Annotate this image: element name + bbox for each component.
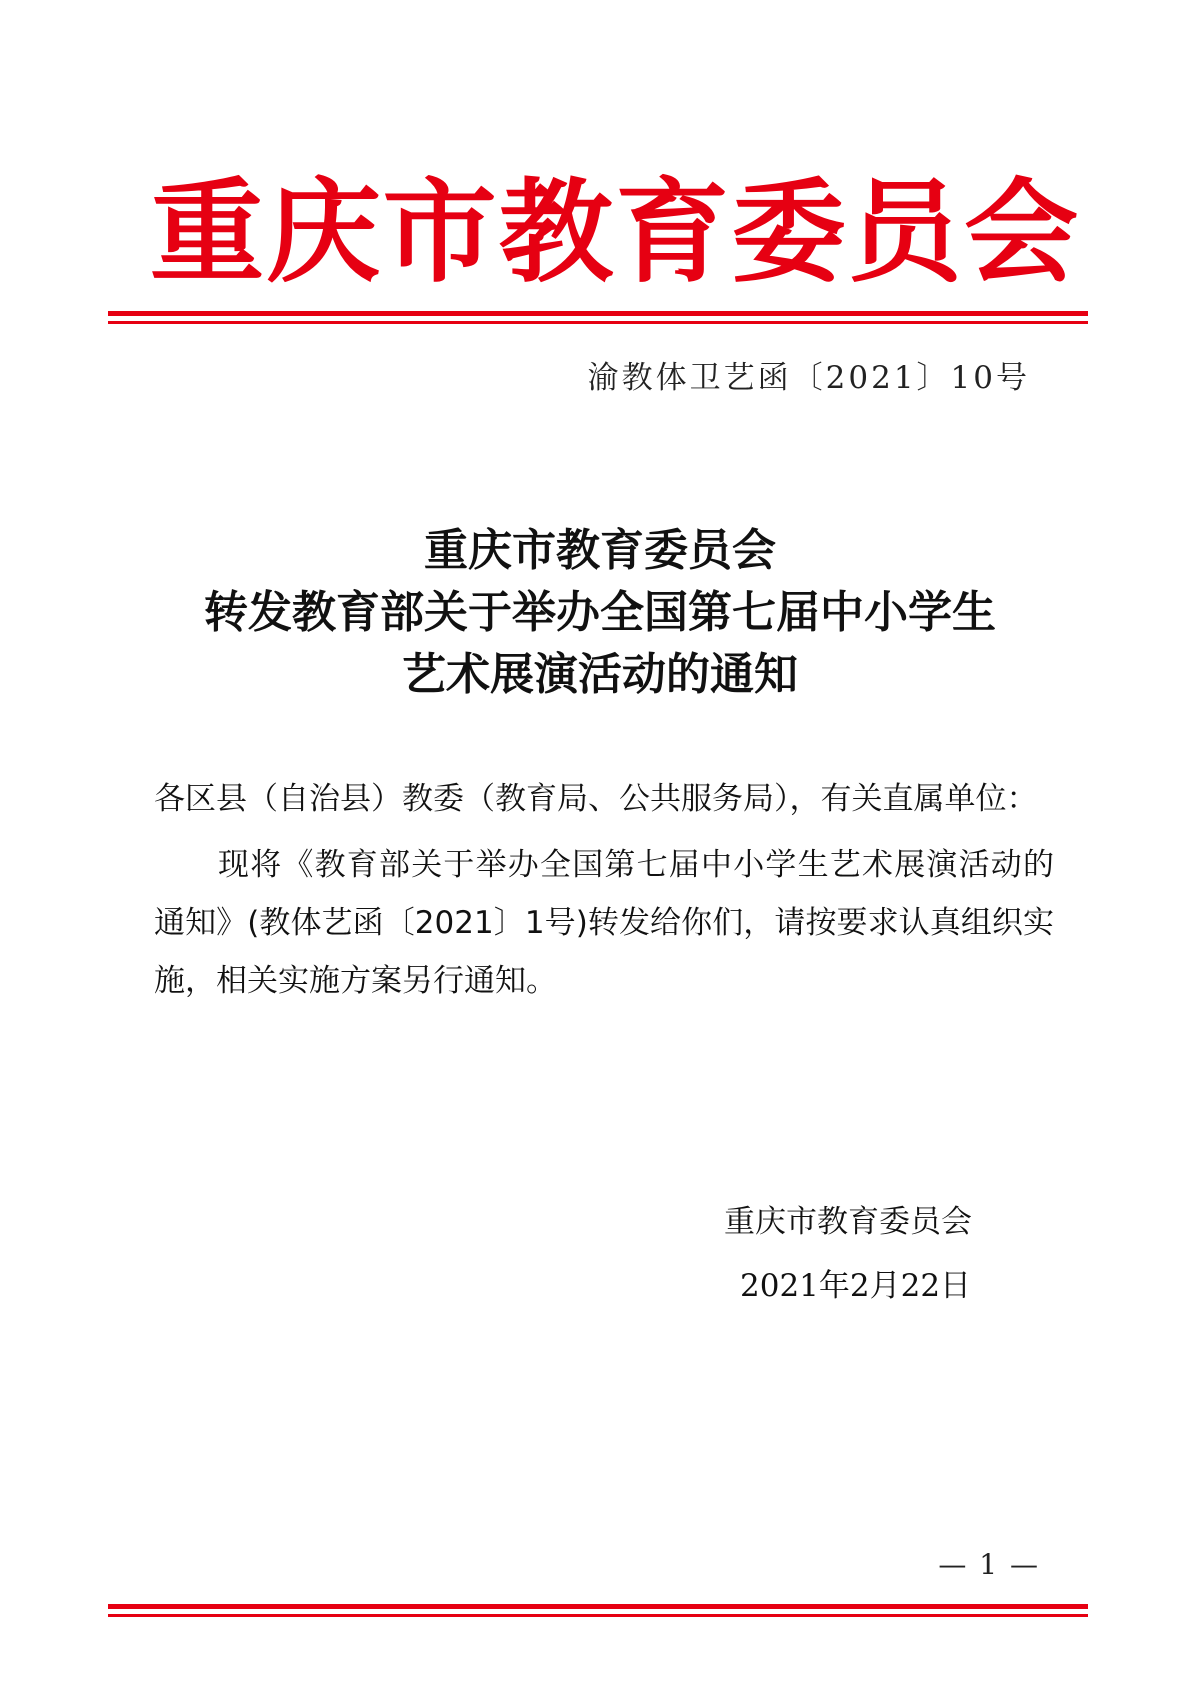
signature-org: 重庆市教育委员会 xyxy=(724,1204,972,1240)
header-red-rule-thick xyxy=(108,311,1088,316)
masthead-char: 员 xyxy=(847,168,964,298)
document-number: 渝教体卫艺函〔2021〕10号 xyxy=(587,360,1030,396)
title-line-3: 艺术展演活动的通知 xyxy=(402,649,798,700)
masthead-char: 市 xyxy=(382,168,499,298)
masthead-title xyxy=(150,168,1081,298)
masthead-char: 育 xyxy=(615,168,732,298)
masthead-char: 教 xyxy=(498,168,616,298)
masthead-char: 庆 xyxy=(266,168,383,298)
title-line-1: 重庆市教育委员会 xyxy=(424,525,776,576)
salutation: 各区县（自治县）教委（教育局、公共服务局），有关直属单位： xyxy=(154,781,1038,817)
title-line-2: 转发教育部关于举办全国第七届中小学生 xyxy=(204,587,996,638)
masthead-char: 会 xyxy=(963,168,1081,298)
footer-red-rule-thick xyxy=(108,1604,1088,1609)
body-paragraph: 现将《教育部关于举办全国第七届中小学生艺术展演活动的通知》(教体艺函〔2021〕1号)转发给你们，请按要求认真组织实施，相关实施方案另行通知。 xyxy=(154,847,1054,999)
masthead-char: 委 xyxy=(731,168,848,298)
footer-red-rule-thin xyxy=(108,1614,1088,1617)
masthead-char: 重 xyxy=(150,168,267,298)
document-body xyxy=(154,770,1054,1010)
signature-block xyxy=(700,1190,1020,1318)
document-title xyxy=(100,520,1100,706)
header-red-rule-thin xyxy=(108,321,1088,324)
signature-date: 2021年2月22日 xyxy=(740,1268,972,1304)
page-number: — 1 — xyxy=(938,1548,1040,1581)
